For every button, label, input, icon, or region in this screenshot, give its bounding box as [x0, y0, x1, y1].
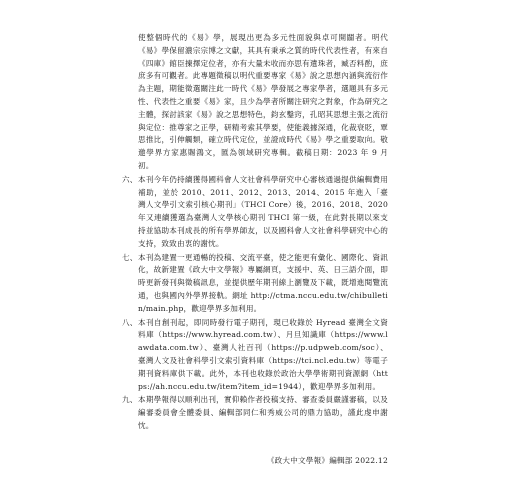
item-text: 本期學報得以順利出刊，實仰賴作者投稿支持、審查委員嚴謹審稿，以及編審委員會全體委員、編輯部同仁和秀威公司的鼎力協助，謹此虔申謝忱。 — [138, 395, 388, 430]
continuation-paragraph: 使整個時代的《易》學，展現出更為多元性面貌與卓可開闢者。明代《易》學保留濃宗宗博之文獻，其具有秉承之質的時代代表性者，有來自《四庫》館臣揀擇定位者，亦有大量未收而亦思有遺珠者，臧否料酌，庶庶多有可觀者。此專題徵稿以明代重要專家《易》說之思想內涵與流衍作為主題，期能徵選關注此一時代《易》學發展之專家學者，選題具有多元性、代表性之重要《易》家，且少為學者所關注研究之對象，作為研究之主體，探討該家《易》說之思想特色，鈞玄鑿窍，孔昭其思想主張之流衍與定位：推尊家之正學，研精考索其學要，使能義據深通，化裁衰貶，覃思推比，引伸觸類，確立時代定位，並證成時代《易》學之重要取向。敬邀學界方家惠賜鴻文，匯為領域研究專輯。截稿日期：2023 年 9 月初。 — [138, 33, 388, 170]
item-number: 九、 — [122, 395, 138, 405]
item-text: 本刊自創刊起，即同時發行電子期刊，現已收錄於 Hyread 臺灣全文資料庫（https://www.hyread.com.tw）、月旦知識庫（https://www.lawdata.com.tw）、臺灣人社百刊（https://p.udpweb.com/soc）、臺灣人文及社會科學引文索引資料庫（https://tci.ncl.edu.tw）等電子期刊資料庫供下載。此外，本刊也收錄於政治大學學術期刊資源網（https://ah.nccu.edu.tw/item?item_id=1944），歡迎學界多加利用。 — [138, 317, 388, 391]
list-item — [122, 252, 388, 316]
item-number: 八、 — [122, 317, 138, 327]
list-item — [122, 394, 388, 432]
item-text: 本刊今年仍持續獲得國科會人文社會科學研究中心審核通過提供編輯費用補助，並於 2010、2011、2012、2013、2014、2015 年進入「臺灣人文學引文索引核心期刊」（THCI Core）後，2016、2018、2020 年又連續獲選為臺灣人文學核心期刊 THCI 第一級，在此對長期以來支持並協助本刊成長的所有學界師友，以及國科會人文社會科學研究中心的支持，致致由衷的謝忱。 — [138, 174, 388, 248]
item-number: 七、 — [122, 252, 138, 262]
item-text: 本刊為建置一更通暢的投稿、交流平臺，使之能更有彙化、國際化、資訊化，故新建置《政大中文學報》專屬網頁，支援中、英、日三語介面，即時更新發刊與徵稿訊息，並提供歷年期刊線上瀏覽及下載，既增進閱覽流通，也與國內外學界接軌。網址 http://ctma.nccu.edu.tw/chibulletin/main.php，歡迎學界多加利用。 — [138, 252, 388, 313]
signature: 《政大中文學報》編輯部 2022.12 — [266, 456, 388, 465]
item-number: 六、 — [122, 174, 138, 184]
document-body — [122, 32, 388, 433]
list-item — [122, 174, 388, 251]
list-item — [122, 317, 388, 394]
